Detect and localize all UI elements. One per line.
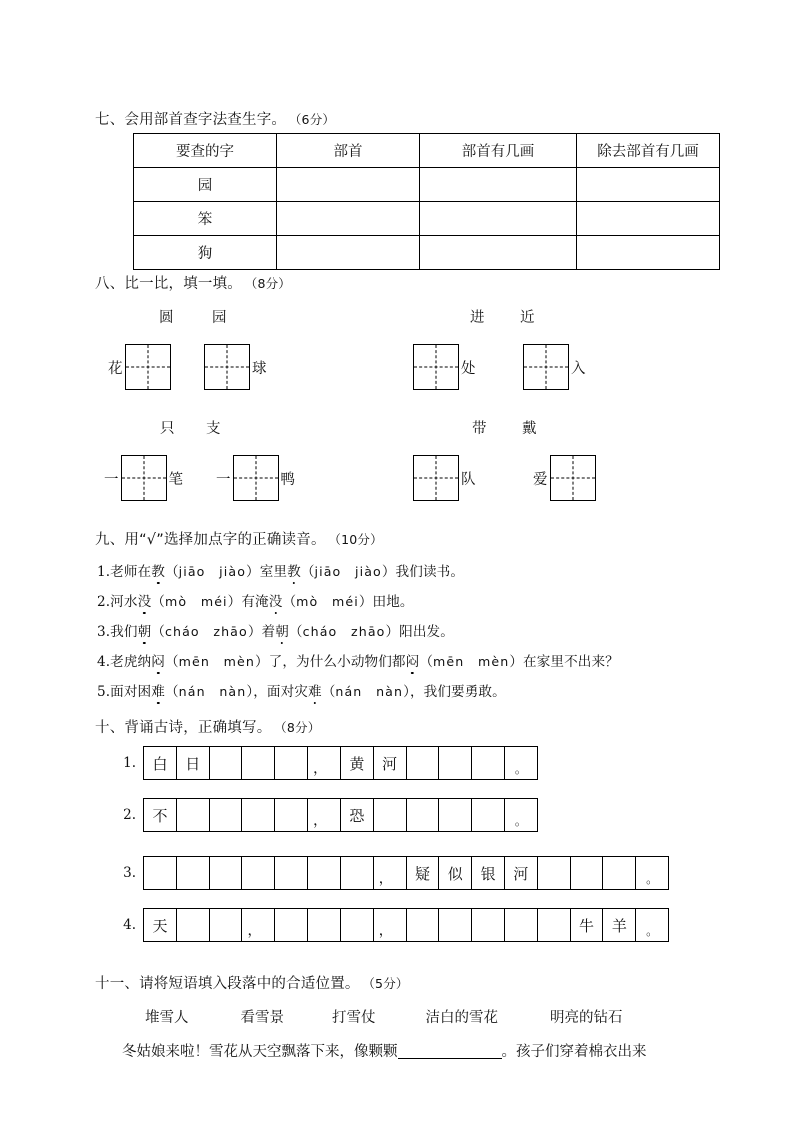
sentence-text: ）着 <box>247 624 276 640</box>
sentence-text: ）阳出发。 <box>385 624 454 640</box>
pinyin-option[interactable]: mēn mèn <box>433 654 510 669</box>
choice-label-dai-carry: 带 <box>472 421 487 437</box>
poem-row <box>110 908 669 942</box>
line-number: 4. <box>97 654 111 670</box>
table-header-row <box>134 134 720 168</box>
pinyin-option[interactable]: nán nàn <box>335 684 404 699</box>
poem-cell-filled: ， <box>307 746 341 780</box>
fill-lead-char: 一 <box>216 471 231 488</box>
poem-cell-blank[interactable] <box>241 856 275 890</box>
tianzige-box[interactable] <box>413 455 459 501</box>
poem-row <box>110 746 538 780</box>
poem-cell-blank[interactable] <box>471 746 505 780</box>
tianzige-box[interactable] <box>233 455 279 501</box>
fill-trail-char: 处 <box>461 360 476 377</box>
dotted-character: 教 <box>287 560 301 580</box>
dotted-character: 朝 <box>275 620 289 640</box>
cell-remaining-strokes-input[interactable] <box>577 202 720 236</box>
poem-cell-blank[interactable] <box>570 856 604 890</box>
choice-label-yuan-garden: 园 <box>212 310 227 326</box>
pinyin-option[interactable]: mò méi <box>164 594 228 609</box>
choice-label-yuan-circle: 圆 <box>159 310 174 326</box>
sentence-text: ）有淹 <box>227 594 269 610</box>
fill-item-box-dui <box>411 455 476 501</box>
col-header-character: 要查的字 <box>134 134 277 168</box>
sentence-text: ），我们要勇敢。 <box>403 684 506 700</box>
choice-label-dai-wear: 戴 <box>522 421 537 437</box>
poem-cell-filled: 日 <box>176 746 210 780</box>
col-header-radical: 部首 <box>277 134 420 168</box>
pronunciation-line[interactable] <box>97 560 464 580</box>
cell-character: 园 <box>134 168 277 202</box>
sentence-text: （ <box>151 594 165 610</box>
pronunciation-line[interactable] <box>97 680 506 700</box>
poem-grid <box>143 908 669 942</box>
poem-cell-blank[interactable] <box>209 908 243 942</box>
section-8-heading <box>95 272 291 293</box>
poem-cell-filled: 。 <box>635 908 669 942</box>
poem-cell-blank[interactable] <box>176 908 210 942</box>
poem-cell-filled: 不 <box>143 798 177 832</box>
poem-cell-filled: ， <box>307 798 341 832</box>
sentence-text: （ <box>321 684 336 700</box>
dotted-character: 难 <box>308 680 322 700</box>
pronunciation-line[interactable] <box>97 590 414 610</box>
sentence-text: （ <box>282 594 297 610</box>
poem-cell-blank[interactable] <box>176 798 210 832</box>
section-11-heading <box>95 972 409 993</box>
cell-radical-input[interactable] <box>277 168 420 202</box>
poem-cell-blank[interactable] <box>241 746 275 780</box>
line-number: 1. <box>97 564 111 580</box>
fill-item-box-chu <box>411 344 476 390</box>
poem-cell-blank[interactable] <box>307 856 341 890</box>
paragraph-line <box>122 1040 647 1061</box>
fill-item-box-ru <box>521 344 586 390</box>
section-8-points: （8分） <box>251 276 292 291</box>
poem-cell-blank[interactable] <box>176 856 210 890</box>
tianzige-box[interactable] <box>125 344 171 390</box>
pinyin-option[interactable]: cháo zhāo <box>164 624 248 639</box>
fill-item-ai-box <box>533 455 598 501</box>
poem-cell-filled: 似 <box>438 856 472 890</box>
section-9-heading <box>95 528 383 549</box>
pronunciation-line[interactable] <box>97 650 619 670</box>
fill-item-yi-box-ya <box>216 455 295 501</box>
pinyin-option[interactable]: jiāo jiào <box>314 564 382 579</box>
cell-remaining-strokes-input[interactable] <box>577 236 720 270</box>
line-number: 2. <box>97 594 111 610</box>
poem-cell-blank[interactable] <box>143 856 177 890</box>
poem-cell-blank[interactable] <box>504 908 538 942</box>
line-number: 3. <box>97 624 111 640</box>
col-header-radical-strokes: 部首有几画 <box>420 134 577 168</box>
dotted-character: 朝 <box>138 620 152 640</box>
table-row <box>134 168 720 202</box>
sentence-text: 老虎纳 <box>110 654 152 670</box>
choice-label-jin-near: 近 <box>520 310 535 326</box>
cell-character: 笨 <box>134 202 277 236</box>
choice-label-zhi-branch: 支 <box>206 421 221 437</box>
section-8-title: 八、比一比，填一填。 <box>95 276 242 292</box>
pinyin-option[interactable]: mēn mèn <box>178 654 255 669</box>
poem-cell-blank[interactable] <box>274 908 308 942</box>
phrase-option[interactable]: 洁白的雪花 <box>425 1010 498 1026</box>
poem-cell-blank[interactable] <box>307 908 341 942</box>
fill-trail-char: 队 <box>461 471 476 488</box>
poem-cell-blank[interactable] <box>537 908 571 942</box>
dotted-character: 没 <box>138 590 152 610</box>
dotted-character: 没 <box>269 590 283 610</box>
fill-trail-char: 入 <box>571 360 586 377</box>
fill-lead-char: 一 <box>104 471 119 488</box>
poem-cell-blank[interactable] <box>438 746 472 780</box>
fill-lead-char: 爱 <box>533 471 548 488</box>
poem-cell-blank[interactable] <box>340 856 374 890</box>
cell-remaining-strokes-input[interactable] <box>577 168 720 202</box>
fill-item-box-qiu <box>202 344 267 390</box>
paragraph-text-after: 。孩子们穿着棉衣出来 <box>501 1044 647 1060</box>
poem-row-number: 3. <box>123 865 136 881</box>
phrase-option[interactable]: 看雪景 <box>240 1010 284 1026</box>
pronunciation-line[interactable] <box>97 620 454 640</box>
section-10-points: （8分） <box>280 720 321 735</box>
poem-grid <box>143 746 538 780</box>
cell-radical-input[interactable] <box>277 236 420 270</box>
sentence-text: （ <box>164 684 179 700</box>
fill-lead-char: 花 <box>108 360 123 377</box>
section-7-title: 七、会用部首查字法查生字。 <box>95 112 287 128</box>
poem-grid <box>143 856 669 890</box>
cell-radical-strokes-input[interactable] <box>420 236 577 270</box>
poem-cell-blank[interactable] <box>471 798 505 832</box>
pinyin-option[interactable]: nán nàn <box>178 684 247 699</box>
tianzige-box[interactable] <box>121 455 167 501</box>
sentence-text: （ <box>164 654 179 670</box>
cell-radical-strokes-input[interactable] <box>420 202 577 236</box>
poem-cell-filled: ， <box>241 908 275 942</box>
poem-cell-filled: 。 <box>504 798 538 832</box>
sentence-text: ）在家里不出来？ <box>509 654 619 670</box>
sentence-text: ）室里 <box>246 564 288 580</box>
poem-cell-blank[interactable] <box>274 746 308 780</box>
poem-cell-filled: 河 <box>373 746 407 780</box>
fill-trail-char: 笔 <box>168 471 183 488</box>
poem-cell-filled: 恐 <box>340 798 374 832</box>
poem-cell-filled: 河 <box>504 856 538 890</box>
poem-row <box>110 856 669 890</box>
poem-cell-filled: 银 <box>471 856 505 890</box>
cell-radical-strokes-input[interactable] <box>420 168 577 202</box>
poem-cell-filled: 。 <box>504 746 538 780</box>
sentence-text: 面对困 <box>110 684 152 700</box>
poem-cell-blank[interactable] <box>438 798 472 832</box>
pinyin-option[interactable]: jiāo jiào <box>178 564 247 579</box>
section-10-heading <box>95 716 320 737</box>
section-9-points: （10分） <box>334 532 383 547</box>
section-10-title: 十、背诵古诗，正确填写。 <box>95 720 272 736</box>
pinyin-option[interactable]: mò méi <box>296 594 359 609</box>
poem-cell-filled: ， <box>373 856 407 890</box>
sentence-text: ）我们读书。 <box>381 564 465 580</box>
tianzige-box[interactable] <box>523 344 569 390</box>
poem-row-number: 4. <box>123 917 136 933</box>
poem-cell-blank[interactable] <box>274 798 308 832</box>
poem-cell-blank[interactable] <box>340 908 374 942</box>
radical-lookup-table <box>133 133 720 270</box>
sentence-text: （ <box>151 624 165 640</box>
sentence-text: （ <box>288 624 303 640</box>
sentence-text: ）了，为什么小动物们都 <box>254 654 406 670</box>
poem-cell-blank[interactable] <box>537 856 571 890</box>
line-number: 5. <box>97 684 111 700</box>
pinyin-option[interactable]: cháo zhāo <box>302 624 386 639</box>
choice-label-jin-enter: 进 <box>470 310 485 326</box>
poem-cell-blank[interactable] <box>406 798 440 832</box>
tianzige-box[interactable] <box>413 344 459 390</box>
poem-cell-filled: 天 <box>143 908 177 942</box>
choice-label-zhi-measure: 只 <box>160 421 175 437</box>
poem-cell-blank[interactable] <box>209 798 243 832</box>
phrase-option[interactable]: 明亮的钻石 <box>550 1010 623 1026</box>
phrase-bank <box>145 1006 623 1027</box>
dotted-character: 闷 <box>151 650 165 670</box>
section-7-points: （6分） <box>295 112 336 127</box>
poem-cell-filled: 白 <box>143 746 177 780</box>
poem-cell-blank[interactable] <box>602 856 636 890</box>
poem-cell-blank[interactable] <box>241 798 275 832</box>
phrase-option[interactable]: 堆雪人 <box>145 1010 189 1026</box>
poem-cell-filled: ， <box>373 908 407 942</box>
fill-blank-input[interactable] <box>398 1058 502 1059</box>
fill-trail-char: 球 <box>252 360 267 377</box>
sentence-text: （ <box>300 564 315 580</box>
poem-cell-blank[interactable] <box>406 908 440 942</box>
poem-cell-filled: 羊 <box>602 908 636 942</box>
poem-grid <box>143 798 538 832</box>
poem-cell-blank[interactable] <box>406 746 440 780</box>
poem-cell-blank[interactable] <box>373 798 407 832</box>
sentence-text: （ <box>419 654 434 670</box>
poem-row-number: 2. <box>123 807 136 823</box>
poem-cell-blank[interactable] <box>209 856 243 890</box>
poem-cell-filled: 疑 <box>406 856 440 890</box>
cell-character: 狗 <box>134 236 277 270</box>
fill-trail-char: 鸭 <box>280 471 295 488</box>
phrase-option[interactable]: 打雪仗 <box>332 1010 376 1026</box>
section-11-points: （5分） <box>368 976 409 991</box>
section-7-heading <box>95 108 335 129</box>
tianzige-box[interactable] <box>204 344 250 390</box>
poem-cell-filled: 牛 <box>570 908 604 942</box>
sentence-text: 河水 <box>110 594 138 610</box>
sentence-text: ）田地。 <box>358 594 414 610</box>
tianzige-box[interactable] <box>550 455 596 501</box>
fill-item-hua-box <box>108 344 173 390</box>
sentence-text: ），面对灾 <box>246 684 308 700</box>
dotted-character: 闷 <box>406 650 420 670</box>
dotted-character: 难 <box>151 680 165 700</box>
section-9-title: 九、用“√”选择加点字的正确读音。 <box>95 532 326 548</box>
cell-radical-input[interactable] <box>277 202 420 236</box>
table-row <box>134 202 720 236</box>
fill-item-yi-box-bi <box>104 455 183 501</box>
paragraph-text-before: 冬姑娘来啦！雪花从天空飘落下来，像颗颗 <box>122 1044 398 1060</box>
sentence-text: 老师在 <box>110 564 152 580</box>
table-row <box>134 236 720 270</box>
col-header-remaining-strokes: 除去部首有几画 <box>577 134 720 168</box>
sentence-text: 我们 <box>110 624 138 640</box>
poem-cell-blank[interactable] <box>438 908 472 942</box>
poem-cell-blank[interactable] <box>209 746 243 780</box>
poem-cell-blank[interactable] <box>471 908 505 942</box>
section-11-title: 十一、请将短语填入段落中的合适位置。 <box>95 976 360 992</box>
poem-row-number: 1. <box>123 755 136 771</box>
poem-row <box>110 798 538 832</box>
poem-cell-blank[interactable] <box>274 856 308 890</box>
sentence-text: （ <box>164 564 179 580</box>
poem-cell-filled: 黄 <box>340 746 374 780</box>
dotted-character: 教 <box>151 560 165 580</box>
poem-cell-filled: 。 <box>635 856 669 890</box>
